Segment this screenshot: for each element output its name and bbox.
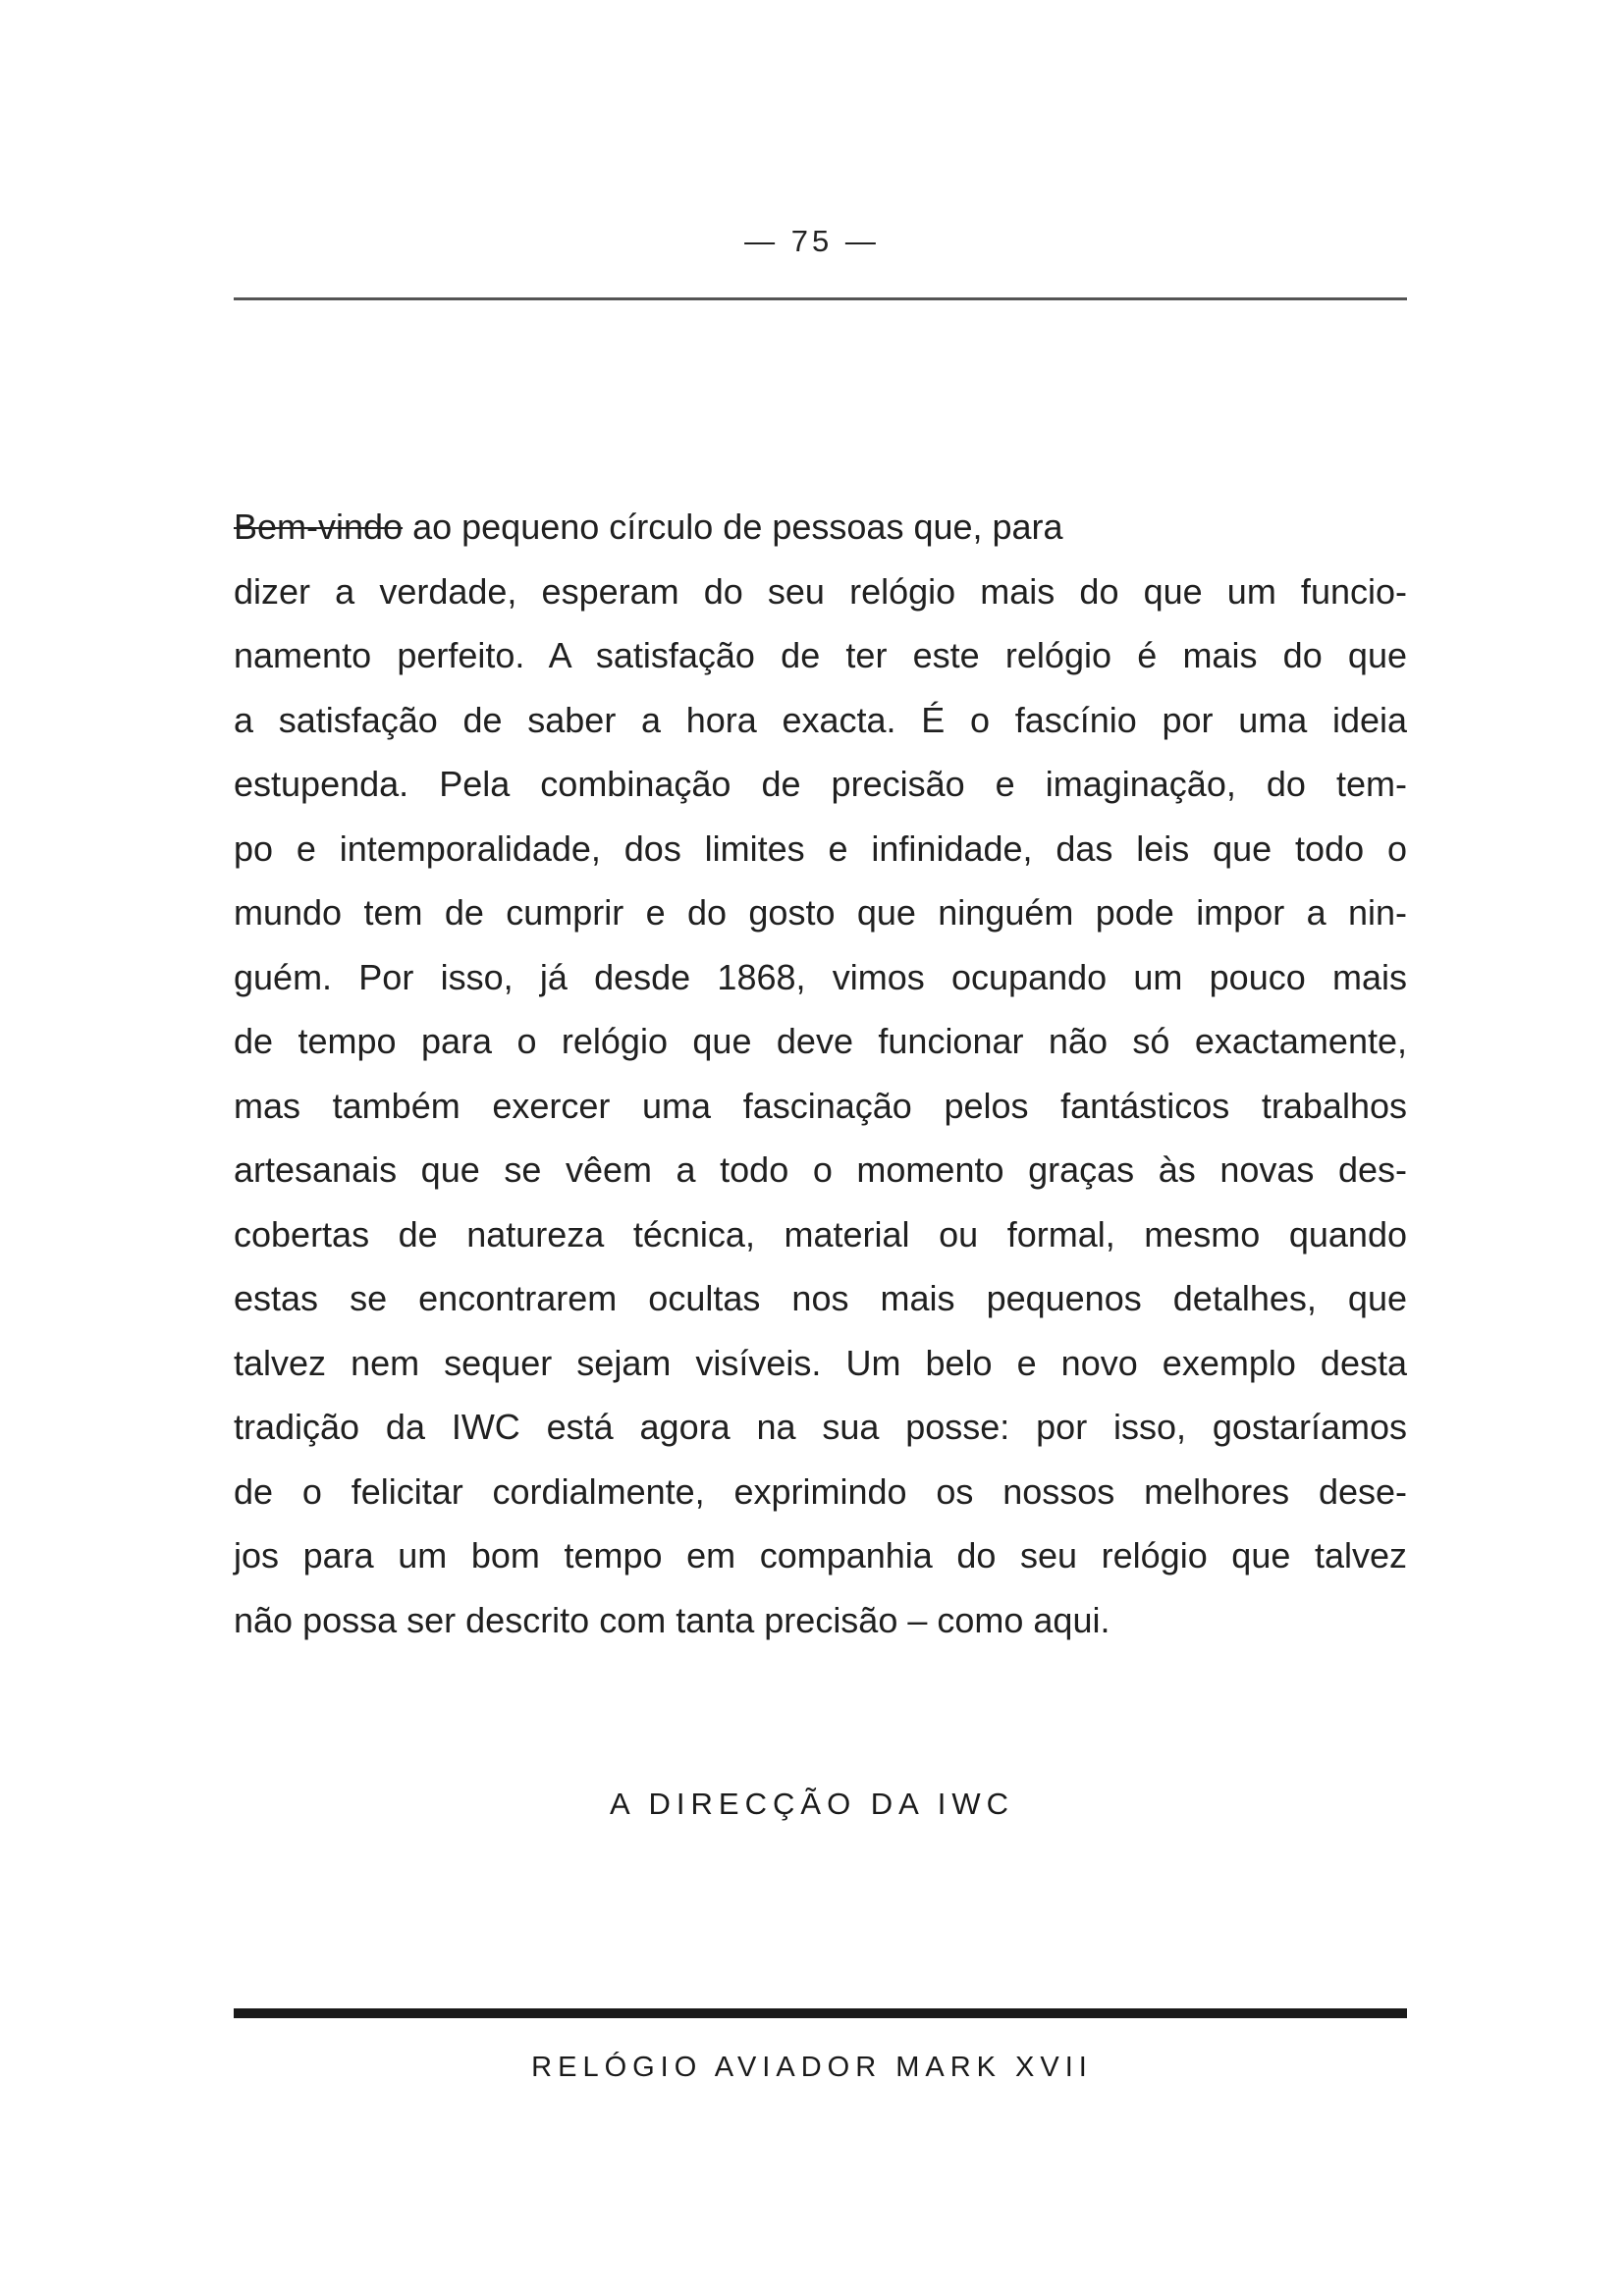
letter-line: de o felicitar cordialmente, exprimindo os nossos melhores dese- [234, 1470, 1407, 1512]
letter-line: mundo tem de cumprir e do gosto que ninguém pode impor a nin- [234, 892, 1407, 933]
letter-line: estupenda. Pela combinação de precisão e imaginação, do tem- [234, 764, 1407, 804]
letter-line: não possa ser descrito com tanta precisão – como aqui. [234, 1599, 1110, 1640]
letter-line: talvez nem sequer sejam visíveis. Um belo e novo exemplo desta [234, 1342, 1407, 1383]
letter-line: tradição da IWC está agora na sua posse: por isso, gostaríamos [234, 1407, 1407, 1447]
letter-line: namento perfeito. A satisfação de ter este relógio é mais do que [234, 635, 1407, 675]
letter-line: cobertas de natureza técnica, material ou formal, mesmo quando [234, 1213, 1407, 1255]
letter-line: guém. Por isso, já desde 1868, vimos ocupando um pouco mais [234, 956, 1407, 997]
letter-line: estas se encontrarem ocultas nos mais pequenos detalhes, que [234, 1278, 1407, 1318]
page-number: — 75 — [744, 224, 880, 258]
letter-body [234, 495, 1407, 1652]
letter-line: po e intemporalidade, dos limites e infinidade, das leis que todo o [234, 828, 1407, 869]
bottom-divider [234, 2008, 1407, 2018]
struck-greeting: Bem-vindo [234, 507, 404, 547]
signature: A DIRECÇÃO DA IWC [609, 1787, 1015, 1821]
letter-line: mas também exercer uma fascinação pelos fantásticos trabalhos [234, 1085, 1407, 1126]
letter-line: artesanais que se vêem a todo o momento graças às novas des- [234, 1149, 1407, 1190]
letter-line: dizer a verdade, esperam do seu relógio mais do que um funcio- [234, 570, 1407, 612]
letter-line: de tempo para o relógio que deve funcionar não só exactamente, [234, 1021, 1407, 1061]
letter-line: jos para um bom tempo em companhia do seu relógio que talvez [234, 1535, 1407, 1575]
letter-line: a satisfação de saber a hora exacta. É o fascínio por uma ideia [234, 699, 1407, 740]
letter-line [234, 495, 1407, 560]
footer-title: RELÓGIO AVIADOR MARK XVII [531, 2052, 1093, 2083]
top-divider [234, 297, 1407, 300]
letter-line-text: ao pequeno círculo de pessoas que, para [403, 507, 1063, 547]
